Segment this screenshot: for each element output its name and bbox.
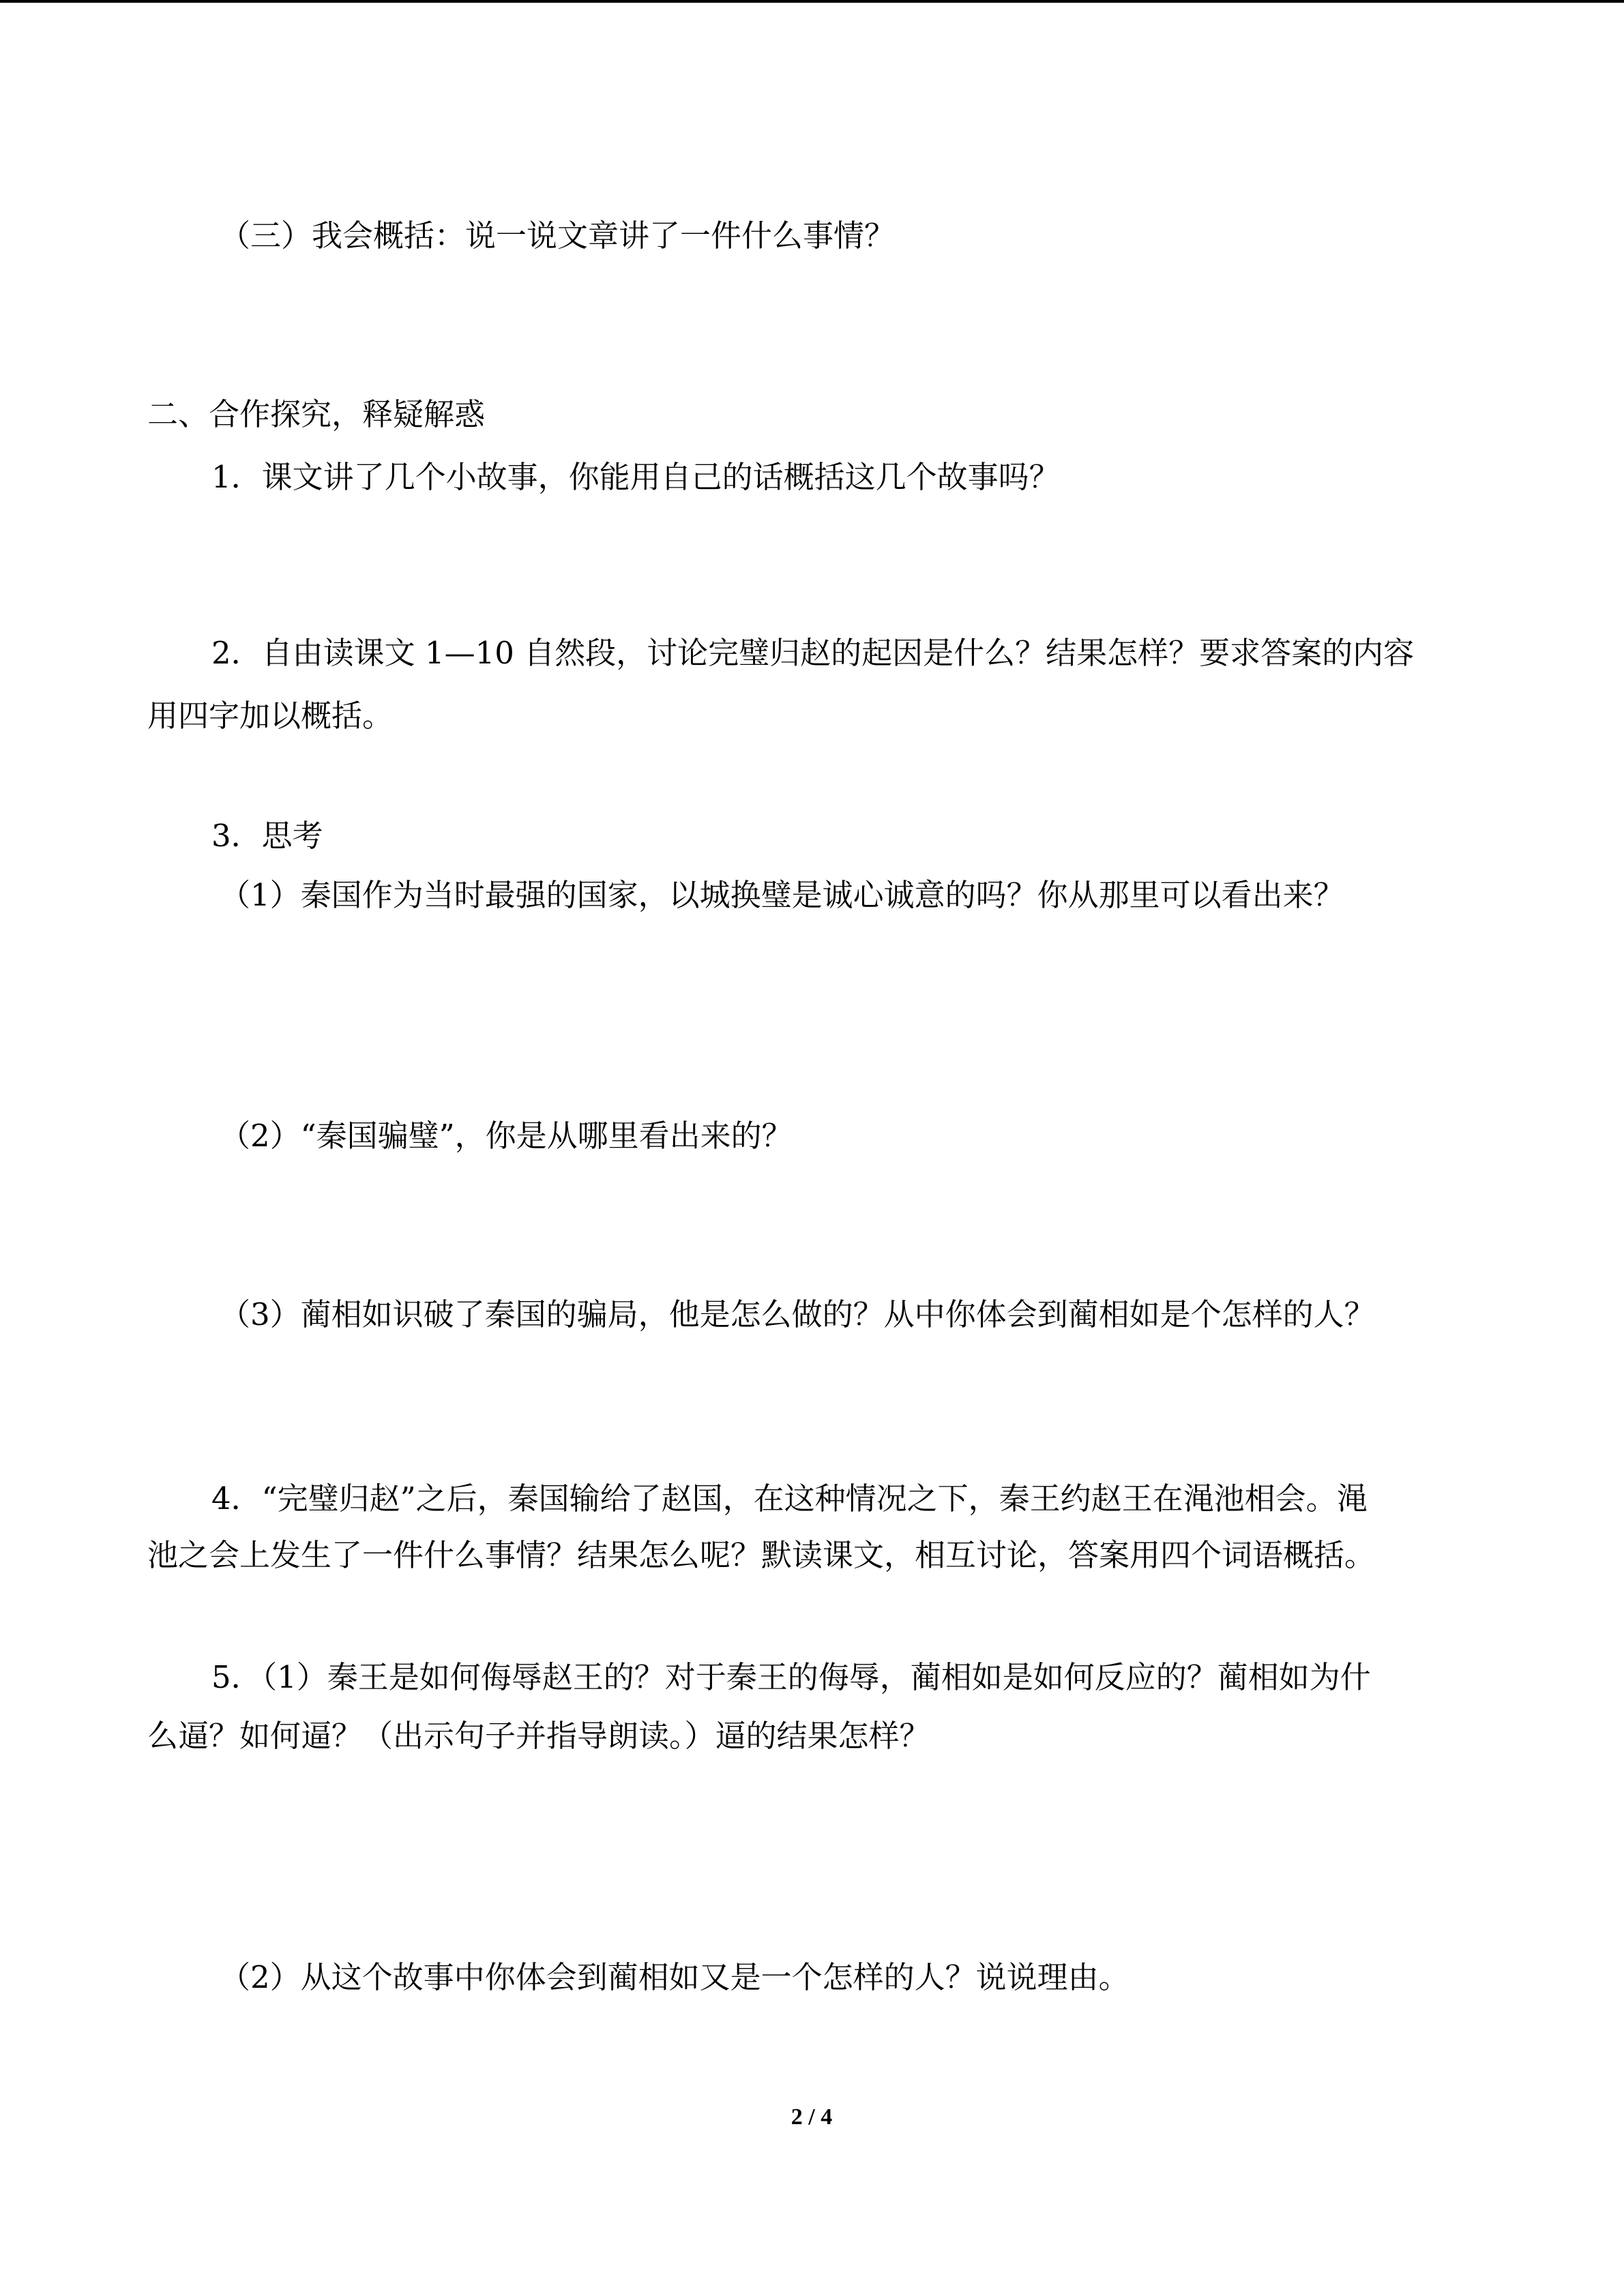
question-3-1: （1）秦国作为当时最强的国家，以城换璧是诚心诚意的吗？你从那里可以看出来？ bbox=[220, 877, 1344, 913]
question-4-line-1: 4．“完璧归赵”之后，秦国输给了赵国，在这种情况之下，秦王约赵王在渑池相会。渑 bbox=[211, 1480, 1368, 1517]
page-number: 2 / 4 bbox=[791, 2104, 833, 2130]
section-summarize: （三）我会概括：说一说文章讲了一件什么事情？ bbox=[220, 218, 896, 254]
question-2-line-1: 2．自由读课文 1—10 自然段，讨论完璧归赵的起因是什么？结果怎样？要求答案的内容 bbox=[211, 635, 1415, 671]
question-3-3: （3）蔺相如识破了秦国的骗局，他是怎么做的？从中你体会到蔺相如是个怎样的人？ bbox=[220, 1296, 1375, 1332]
top-border bbox=[0, 0, 1624, 3]
part-two-heading: 二、合作探究，释疑解惑 bbox=[147, 396, 486, 432]
question-5-2: （2）从这个故事中你体会到蔺相如又是一个怎样的人？说说理由。 bbox=[220, 1959, 1130, 1995]
question-3-heading: 3．思考 bbox=[211, 818, 323, 854]
question-3-2: （2）“秦国骗璧”，你是从哪里看出来的？ bbox=[220, 1118, 793, 1154]
question-1: 1．课文讲了几个小故事，你能用自己的话概括这几个故事吗？ bbox=[211, 459, 1060, 495]
question-2-line-2: 用四字加以概括。 bbox=[147, 698, 394, 734]
question-5-1-line-2: 么逼？如何逼？（出示句子并指导朗读。）逼的结果怎样？ bbox=[147, 1718, 930, 1754]
question-5-1-line-1: 5．（1）秦王是如何侮辱赵王的？对于秦王的侮辱，蔺相如是如何反应的？蔺相如为什 bbox=[211, 1659, 1371, 1695]
question-4-line-2: 池之会上发生了一件什么事情？结果怎么呢？默读课文，相互讨论，答案用四个词语概括。 bbox=[147, 1537, 1376, 1573]
